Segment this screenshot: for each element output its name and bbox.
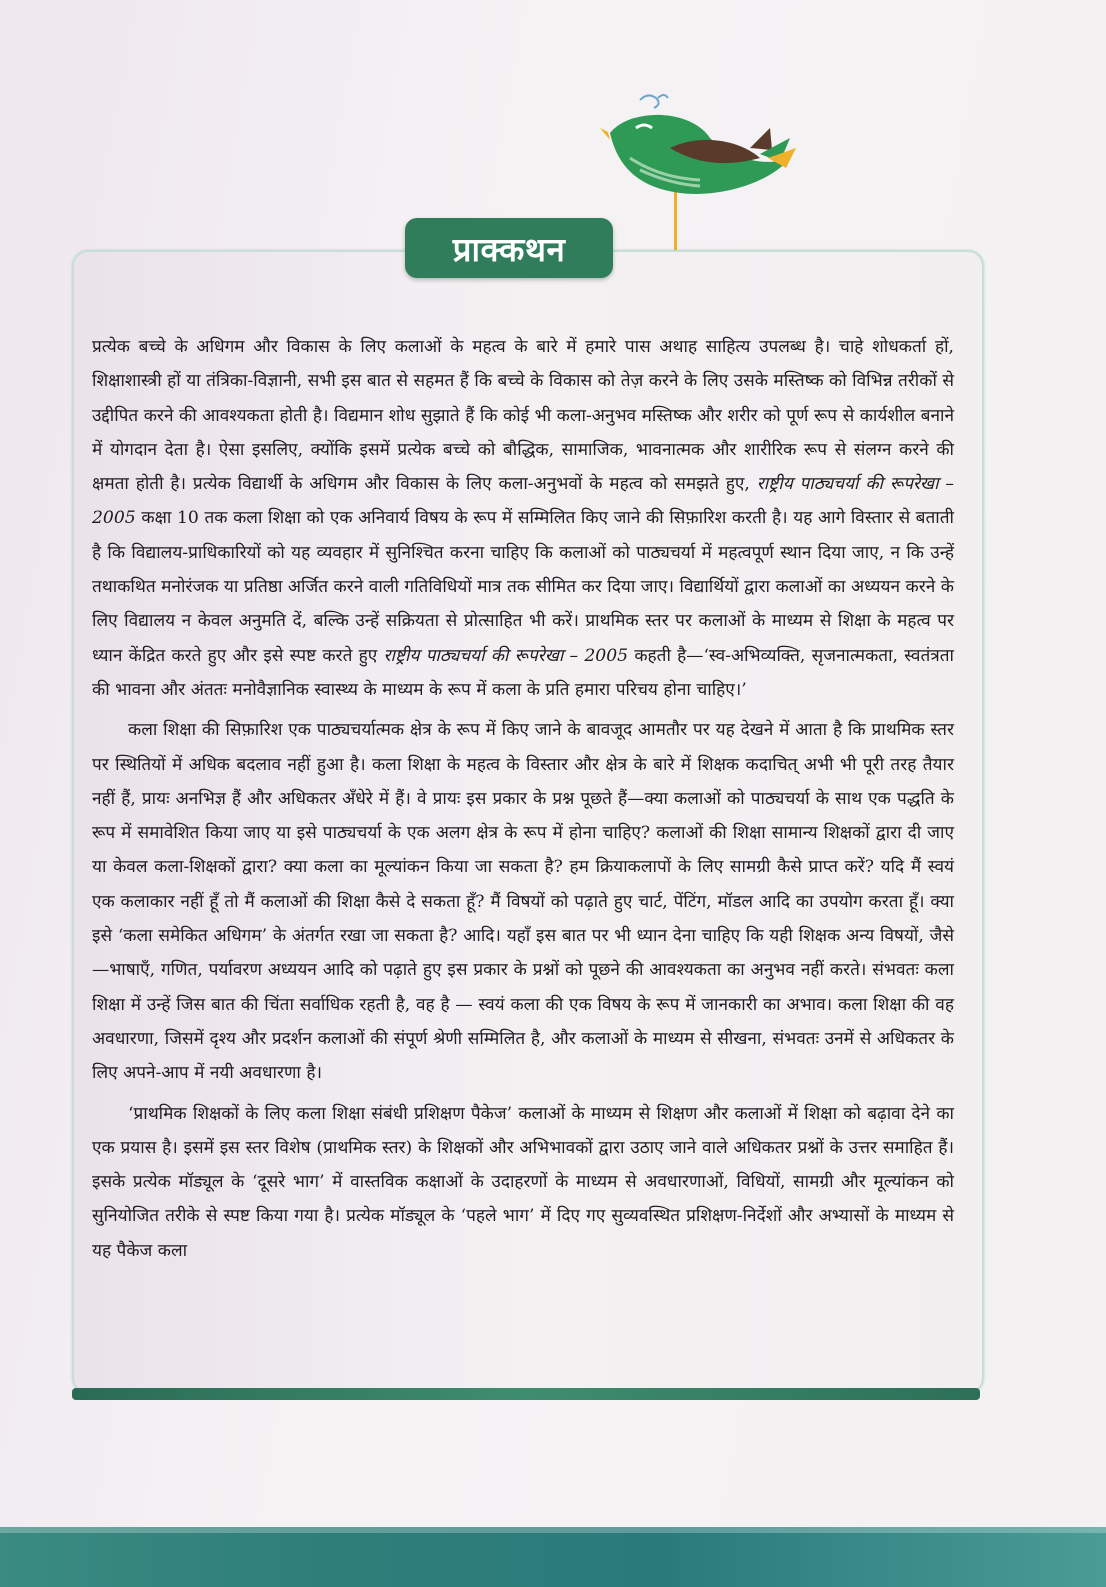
footer-strip <box>0 1527 1106 1587</box>
reference-title: राष्ट्रीय पाठ्यचर्या की रूपरेखा – 2005 <box>383 645 629 666</box>
paragraph-text: ‘प्राथमिक शिक्षकों के लिए कला शिक्षा संबंधी प्रशिक्षण पैकेज’ कलाओं के माध्यम से शिक्षण और कलाओं में शिक्षा को बढ़ावा देने का एक प्रयास है। इसमें इस स्तर विशेष (प्राथमिक स्तर) के शिक्षकों और अभिभावकों द्वारा उठाए जाने वाले अधिकतर प्रश्नों के उत्तर समाहित हैं। इसके प्रत्येक मॉड्यूल के ‘दूसरे भाग’ में वास्तविक कक्षाओं के उदाहरणों के माध्यम से अवधारणाओं, विधियों, सामग्री और मूल्यांकन को सुनियोजित तरीके से स्पष्ट किया गया है। प्रत्येक मॉड्यूल के ‘पहले भाग’ में दिए गए सुव्यवस्थित प्रशिक्षण-निर्देशों और अभ्यासों के माध्यम से यह पैकेज कला <box>92 1103 954 1261</box>
paragraph-3 <box>92 1097 954 1268</box>
paragraph-text: प्रत्येक बच्चे के अधिगम और विकास के लिए कलाओं के महत्व के बारे में हमारे पास अथाह साहित्य उपलब्ध है। चाहे शोधकर्ता हों, शिक्षाशास्त्री हों या तंत्रिका-विज्ञानी, सभी इस बात से सहमत हैं कि बच्चे के विकास को तेज़ करने के लिए उसके मस्तिष्क को विभिन्न तरीकों से उद्दीपित करने की आवश्यकता होती है। विद्यमान शोध सुझाते हैं कि कोई भी कला-अनुभव मस्तिष्क और शरीर को पूर्ण रूप से कार्यशील बनाने में योगदान देता है। ऐसा इसलिए, क्योंकि इसमें प्रत्येक बच्चे को बौद्धिक, सामाजिक, भावनात्मक और शारीरिक रूप से संलग्न करने की क्षमता होती है। प्रत्येक विद्यार्थी के अधिगम और विकास के लिए कला-अनुभवों के महत्व को समझते हुए, <box>92 337 954 495</box>
paragraph-text: कक्षा 10 तक कला शिक्षा को एक अनिवार्य विषय के रूप में सम्मिलित किए जाने की सिफ़ारिश करती है। यह आगे विस्तार से बताती है कि विद्यालय-प्राधिकारियों को यह व्यवहार में सुनिश्चित करना चाहिए कि कलाओं को पाठ्यचर्या में महत्वपूर्ण स्थान दिया जाए, न कि उन्हें तथाकथित मनोरंजक या प्रतिष्ठा अर्जित करने वाली गतिविधियों मात्र तक सीमित कर दिया जाए। विद्यार्थियों द्वारा कलाओं का अध्ययन करने के लिए विद्यालय न केवल अनुमति दें, बल्कि उन्हें सक्रियता से प्रोत्साहित भी करें। प्राथमिक स्तर पर कलाओं के माध्यम से शिक्षा के महत्व पर ध्यान केंद्रित करते हुए और इसे स्पष्ट करते हुए <box>92 508 954 666</box>
body-text <box>92 330 954 1274</box>
page-title-tab <box>405 218 613 278</box>
panel-bottom-border <box>72 1388 980 1400</box>
paragraph-text: कला शिक्षा की सिफ़ारिश एक पाठ्यचर्यात्मक क्षेत्र के रूप में किए जाने के बावजूद आमतौर पर यह देखने में आता है कि प्राथमिक स्तर पर स्थितियों में अधिक बदलाव नहीं हुआ है। कला शिक्षा के महत्व के विस्तार और क्षेत्र के बारे में शिक्षक कदाचित् अभी भी पूरी तरह तैयार नहीं हैं, प्रायः अनभिज्ञ हैं और अधिकतर अँधेरे में हैं। वे प्रायः इस प्रकार के प्रश्न पूछते हैं—क्या कलाओं को पाठ्यचर्या के साथ एक पद्धति के रूप में समावेशित किया जाए या इसे पाठ्यचर्या के एक अलग क्षेत्र के रूप में होना चाहिए? कलाओं की शिक्षा सामान्य शिक्षकों द्वारा दी जाए या केवल कला-शिक्षकों द्वारा? क्या कला का मूल्यांकन किया जा सकता है? हम क्रियाकलापों के लिए सामग्री कैसे प्राप्त करें? यदि मैं स्वयं एक कलाकार नहीं हूँ तो मैं कलाओं की शिक्षा कैसे दे सकता हूँ? मैं विषयों को पढ़ाते हुए चार्ट, पेंटिंग, मॉडल आदि का उपयोग करता हूँ। क्या इसे ‘कला समेकित अधिगम’ के अंतर्गत रखा जा सकता है? आदि। यहाँ इस बात पर भी ध्यान देना चाहिए कि यही शिक्षक अन्य विषयों, जैसे—भाषाएँ, गणित, पर्यावरण अध्ययन आदि को पढ़ाते हुए इस प्रकार के प्रश्नों को पूछने की आवश्यकता का अनुभव नहीं करते। संभवतः कला शिक्षा में उन्हें जिस बात की चिंता सर्वाधिक रहती है, वह है — स्वयं कला की एक विषय के रूप में जानकारी का अभाव। कला शिक्षा की वह अवधारणा, जिसमें दृश्य और प्रदर्शन कलाओं की संपूर्ण श्रेणी सम्मिलित है, और कलाओं के माध्यम से सीखना, संभवतः उनमें से अधिकतर के लिए अपने-आप में नयी अवधारणा है। <box>92 720 954 1084</box>
reference-title: राष्ट्रीय पाठ्यचर्या की रूपरेखा – 2005 <box>92 474 954 529</box>
page-title: प्राक्कथन <box>452 229 566 269</box>
paragraph-1 <box>92 330 954 707</box>
paragraph-2 <box>92 713 954 1090</box>
paragraph-text: कहती है—‘स्व-अभिव्यक्ति, सृजनात्मकता, स्वतंत्रता की भावना और अंततः मनोवैज्ञानिक स्वास्थ्य के माध्यम के रूप में कला के प्रति हमारा परिचय होना चाहिए।’ <box>92 645 954 700</box>
bird-illustration-icon <box>600 88 810 258</box>
